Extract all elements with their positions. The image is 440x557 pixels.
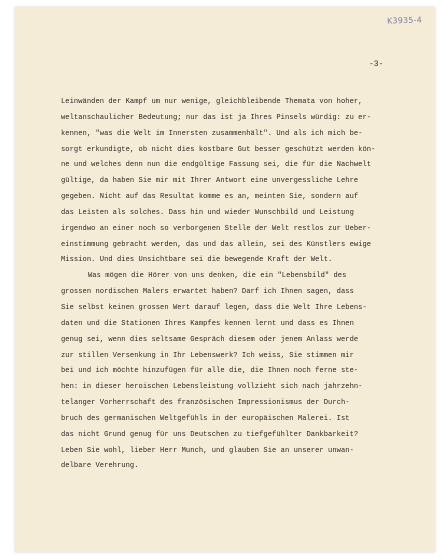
text-line: zur stillen Versenkung in Ihr Lebenswerk? Ich weiss, Sie stimmen mir: [61, 351, 354, 360]
paragraph-2: [61, 269, 426, 475]
text-line: Mission. Und dies Unsichtbare sei die bewegende Kraft der Welt.: [61, 256, 333, 265]
text-line: delbare Verehrung.: [61, 462, 139, 471]
text-line: Leben Sie wohl, lieber Herr Munch, und glauben Sie an unserer unwan-: [61, 446, 354, 455]
text-line: irgendwo an einer noch so verborgenen Stelle der Welt restlos zur Ueber-: [61, 224, 372, 233]
text-line: bruch des germanischen Weltgefühls in der europäischen Malerei. Ist: [61, 414, 350, 423]
text-line: sorgt erkundigte, ob nicht dies kostbare Gut besser geschützt werden kön-: [61, 145, 376, 154]
text-line: telanger Vorherrschaft des französischen Impressionismus der Durch-: [61, 399, 350, 408]
letter-page: [15, 7, 435, 552]
page-number: -3-: [369, 60, 384, 69]
text-line: weltanschaulicher Bedeutung; nur das ist ja Ihres Pinsels würdig: zu er-: [61, 113, 372, 122]
text-line: das Leisten als solches. Dass hin und wieder Wunschbild und Leistung: [61, 208, 354, 217]
text-line: gegeben. Nicht auf das Resultat komme es an, meinten Sie, sondern auf: [61, 193, 359, 202]
text-line: einstimmung gebracht werden, das und das allein, sei des Künstlers ewige: [61, 240, 372, 249]
text-line: Was mögen die Hörer von uns denken, die ein "Lebensbild" des: [88, 272, 347, 281]
text-line: bei und ich möchte hinzufügen für alle die, die Ihnen noch ferne ste-: [61, 367, 359, 376]
text-line: grossen nordischen Malers erwartet haben? Darf ich Ihnen sagen, dass: [61, 288, 354, 297]
text-line: gültige, da haben Sie mir mit Ihrer Antwort eine unvergessliche Lehre: [61, 177, 359, 186]
text-line: ne und welches denn nun die endgültige Fassung sei, die für die Nachwelt: [61, 161, 372, 170]
archive-stamp: K3935-4: [386, 15, 423, 26]
text-line: hen: in dieser heroischen Lebensleistung vollzieht sich nach jahrzehn-: [61, 383, 363, 392]
text-line: Sie selbst keinen grossen Wert darauf legen, dass die Welt Ihre Lebens-: [61, 303, 367, 312]
letter-body: [61, 95, 426, 475]
text-line: das nicht Grund genug für uns Deutschen zu tiefgefühlter Dankbarkeit?: [61, 430, 359, 439]
text-line: kennen, "was die Welt im Innersten zusammenhält". Und als ich mich be-: [61, 129, 363, 138]
text-line: genug sei, wenn dies seltsame Gespräch diesem oder jenem Anlass werde: [61, 335, 359, 344]
text-line: daten und die Stationen Ihres Kampfes kennen lernt und dass es Ihnen: [61, 319, 354, 328]
paragraph-1: [61, 95, 426, 269]
text-line: Leinwänden der Kampf um nur wenige, gleichbleibende Themata von hoher,: [61, 98, 363, 106]
